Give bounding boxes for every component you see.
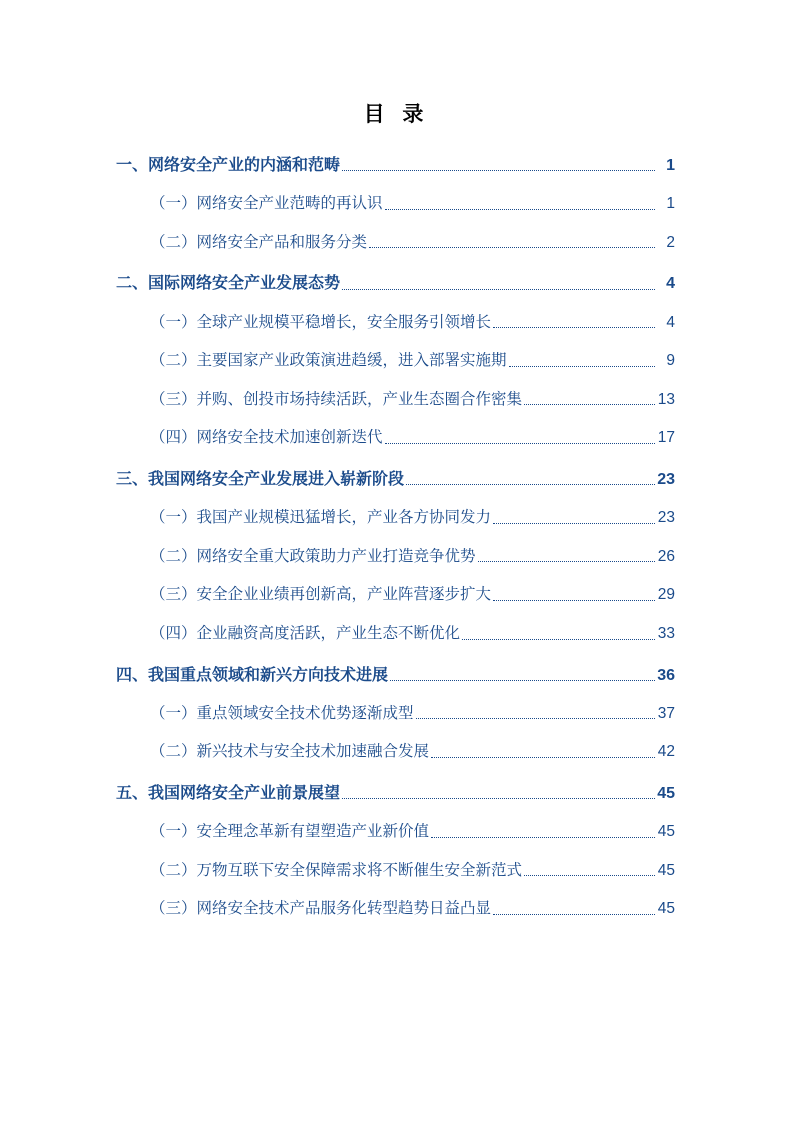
toc-entry-label: （四）网络安全技术加速创新迭代 xyxy=(150,429,383,447)
toc-entry-label: （三）网络安全技术产品服务化转型趋势日益凸显 xyxy=(150,900,492,918)
toc-entry[interactable] xyxy=(0,274,793,293)
toc-entry[interactable] xyxy=(0,509,793,528)
toc-page-number: 45 xyxy=(657,900,675,918)
toc-entry[interactable] xyxy=(0,666,793,685)
toc-leader-dots xyxy=(524,403,655,405)
toc-entry-label: （四）企业融资高度活跃，产业生态不断优化 xyxy=(150,624,461,642)
toc-entry[interactable] xyxy=(0,743,793,762)
toc-leader-dots xyxy=(431,836,655,838)
toc-page-number: 26 xyxy=(657,547,675,565)
toc-page-number: 17 xyxy=(657,429,675,447)
toc-leader-dots xyxy=(406,483,655,485)
page-title: 目 录 xyxy=(363,103,430,126)
toc-entry[interactable] xyxy=(0,470,793,489)
toc-entry-label: （一）我国产业规模迅猛增长，产业各方协同发力 xyxy=(150,509,492,527)
toc-leader-dots xyxy=(369,246,655,248)
toc-leader-dots xyxy=(478,560,655,562)
toc-entry-label: （二）万物互联下安全保障需求将不断催生安全新范式 xyxy=(150,861,523,879)
toc-page-number: 23 xyxy=(657,470,675,488)
toc-entry-label: 四、我国重点领域和新兴方向技术进展 xyxy=(116,666,389,684)
toc-entry-label: 三、我国网络安全产业发展进入崭新阶段 xyxy=(116,470,405,488)
toc-entry[interactable] xyxy=(0,862,793,881)
toc-leader-dots xyxy=(462,638,655,640)
toc-leader-dots xyxy=(390,679,655,681)
toc-entry[interactable] xyxy=(0,823,793,842)
toc-page-number: 2 xyxy=(666,233,675,251)
toc-page-number: 29 xyxy=(657,586,675,604)
toc-leader-dots xyxy=(416,717,655,719)
toc-leader-dots xyxy=(342,169,655,171)
toc-page-number: 13 xyxy=(657,390,675,408)
toc-entry[interactable] xyxy=(0,391,793,410)
toc-page-number: 33 xyxy=(657,624,675,642)
toc-entry-label: （一）网络安全产业范畴的再认识 xyxy=(150,195,383,213)
toc-page-number: 45 xyxy=(657,823,675,841)
toc-entry[interactable] xyxy=(0,705,793,724)
toc-page-number: 1 xyxy=(666,195,675,213)
toc-entry-label: 二、国际网络安全产业发展态势 xyxy=(116,275,341,293)
toc-entry[interactable] xyxy=(0,429,793,448)
toc-leader-dots xyxy=(493,522,655,524)
toc-page-number: 36 xyxy=(657,666,675,684)
toc-page-number: 4 xyxy=(666,275,675,293)
toc-page-number: 4 xyxy=(666,313,675,331)
toc-page-number: 45 xyxy=(657,861,675,879)
toc-leader-dots xyxy=(509,365,655,367)
toc-entry-label: （一）全球产业规模平稳增长，安全服务引领增长 xyxy=(150,313,492,331)
toc-entry[interactable] xyxy=(0,548,793,567)
table-of-contents xyxy=(0,156,793,919)
toc-leader-dots xyxy=(431,756,655,758)
toc-leader-dots xyxy=(493,913,655,915)
toc-entry-label: 一、网络安全产业的内涵和范畴 xyxy=(116,157,341,174)
toc-entry[interactable] xyxy=(0,900,793,919)
toc-leader-dots xyxy=(385,208,655,210)
toc-entry-label: （二）网络安全重大政策助力产业打造竞争优势 xyxy=(150,547,476,565)
toc-entry[interactable] xyxy=(0,352,793,371)
toc-leader-dots xyxy=(342,288,655,290)
toc-entry[interactable] xyxy=(0,195,793,214)
toc-entry-label: （一）重点领域安全技术优势逐渐成型 xyxy=(150,704,414,722)
toc-entry[interactable] xyxy=(0,156,793,175)
toc-entry-label: （一）安全理念革新有望塑造产业新价值 xyxy=(150,823,430,841)
toc-entry[interactable] xyxy=(0,314,793,333)
toc-entry-label: （二）网络安全产品和服务分类 xyxy=(150,233,368,251)
toc-entry[interactable] xyxy=(0,234,793,253)
toc-leader-dots xyxy=(342,797,655,799)
toc-page-number: 1 xyxy=(666,157,675,174)
toc-entry-label: （三）并购、创投市场持续活跃，产业生态圈合作密集 xyxy=(150,390,523,408)
toc-entry-label: （二）新兴技术与安全技术加速融合发展 xyxy=(150,743,430,761)
toc-page-number: 23 xyxy=(657,509,675,527)
toc-leader-dots xyxy=(493,599,655,601)
toc-entry[interactable] xyxy=(0,625,793,644)
toc-entry-label: （二）主要国家产业政策演进趋缓，进入部署实施期 xyxy=(150,352,507,370)
toc-leader-dots xyxy=(524,874,655,876)
toc-page-number: 37 xyxy=(657,704,675,722)
toc-page-number: 42 xyxy=(657,743,675,761)
toc-entry-label: 五、我国网络安全产业前景展望 xyxy=(116,784,341,802)
toc-leader-dots xyxy=(493,326,655,328)
toc-entry-label: （三）安全企业业绩再创新高，产业阵营逐步扩大 xyxy=(150,586,492,604)
toc-entry[interactable] xyxy=(0,586,793,605)
toc-page-number: 9 xyxy=(666,352,675,370)
toc-entry[interactable] xyxy=(0,784,793,803)
toc-page-number: 45 xyxy=(657,784,675,802)
toc-leader-dots xyxy=(385,442,655,444)
